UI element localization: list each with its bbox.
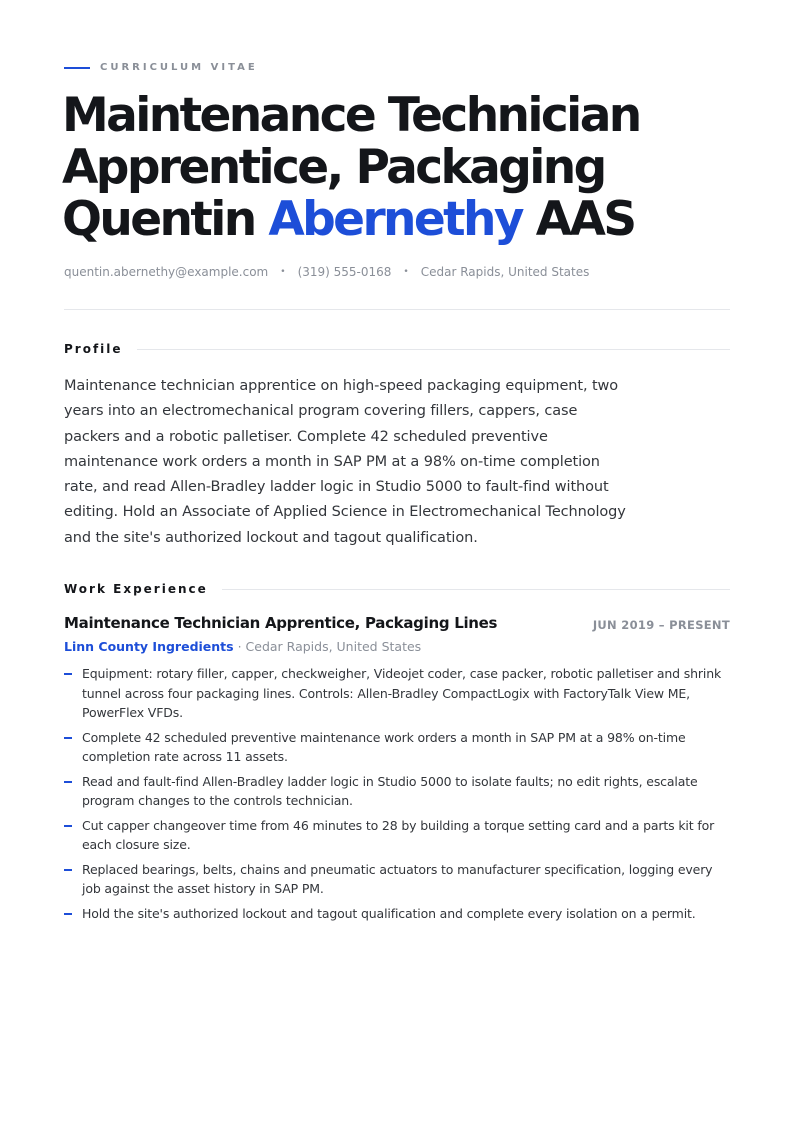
experience-heading: Work Experience — [64, 582, 208, 596]
contact-line — [64, 265, 589, 279]
job-title: Maintenance Technician Apprentice, Packaging Lines — [64, 614, 498, 632]
bullet-text: Hold the site's authorized lockout and tagout qualification and complete every isolation on a permit. — [82, 905, 696, 921]
bullet-text: Cut capper changeover time from 46 minutes to 28 by building a torque setting card and a parts kit for each closure size. — [82, 817, 715, 852]
separator-dot: • — [403, 267, 409, 277]
job-dates: JUN 2019 – PRESENT — [592, 618, 730, 632]
job-location: · Cedar Rapids, United States — [233, 639, 422, 654]
section-rule — [137, 349, 730, 350]
profile-heading: Profile — [64, 342, 123, 356]
list-item — [64, 860, 730, 899]
list-item — [64, 772, 730, 811]
bullet-text: Equipment: rotary filler, capper, checkweigher, Videojet coder, case packer, robotic palletiser and shrink tunnel across four packaging lines. Controls: Allen-Bradley CompactLogix with FactoryTalk View ME, PowerFlex VFDs. — [82, 666, 722, 720]
title-line-2: Apprentice, Packaging — [62, 140, 605, 195]
bullet-text: Complete 42 scheduled preventive maintenance work orders a month in SAP PM at a 98% on-time completion rate across 11 assets. — [82, 729, 686, 764]
contact-location: Cedar Rapids, United States — [420, 265, 590, 279]
contact-email[interactable]: quentin.abernethy@example.com — [64, 265, 269, 279]
title-line-1: Maintenance Technician — [62, 88, 640, 143]
eyebrow — [64, 62, 258, 73]
job-bullets — [64, 664, 730, 928]
bullet-dash-icon — [64, 913, 72, 915]
bullet-dash-icon — [64, 737, 72, 739]
bullet-text: Read and fault-find Allen-Bradley ladder logic in Studio 5000 to isolate faults; no edit rights, escalate program changes to the controls technician. — [82, 773, 698, 808]
bullet-dash-icon — [64, 869, 72, 871]
bullet-dash-icon — [64, 825, 72, 827]
experience-section-header — [64, 582, 730, 596]
separator-dot: • — [280, 267, 286, 277]
section-rule — [222, 589, 730, 590]
bullet-dash-icon — [64, 673, 72, 675]
first-name: Quentin — [62, 192, 255, 247]
name-suffix: AAS — [535, 192, 635, 247]
eyebrow-label: CURRICULUM VITAE — [100, 62, 258, 73]
bullet-dash-icon — [64, 781, 72, 783]
bullet-text: Replaced bearings, belts, chains and pneumatic actuators to manufacturer specification, logging every job against the asset history in SAP PM. — [82, 861, 713, 896]
title-line-name — [62, 194, 742, 246]
header-divider — [64, 309, 730, 310]
eyebrow-rule — [64, 67, 90, 69]
list-item — [64, 728, 730, 767]
list-item — [64, 816, 730, 855]
list-item — [64, 664, 730, 723]
job-meta — [64, 639, 421, 654]
profile-summary: Maintenance technician apprentice on high-speed packaging equipment, two years into an electromechanical program covering fillers, cappers, case packers and a robotic palletiser. Complete 42 scheduled preventive maintenance work orders a month in SAP PM at a 98% on-time completion rate, and read Allen-Bradley ladder logic in Studio 5000 to fault-find without editing. Hold an Associate of Applied Science in Electromechanical Technology and the site's authorized lockout and tagout qualification. — [64, 378, 626, 546]
last-name: Abernethy — [268, 192, 522, 247]
profile-section-header — [64, 342, 730, 356]
contact-phone[interactable]: (319) 555-0168 — [297, 265, 392, 279]
page-title — [62, 90, 742, 246]
company-name: Linn County Ingredients — [64, 639, 234, 654]
list-item — [64, 904, 730, 924]
